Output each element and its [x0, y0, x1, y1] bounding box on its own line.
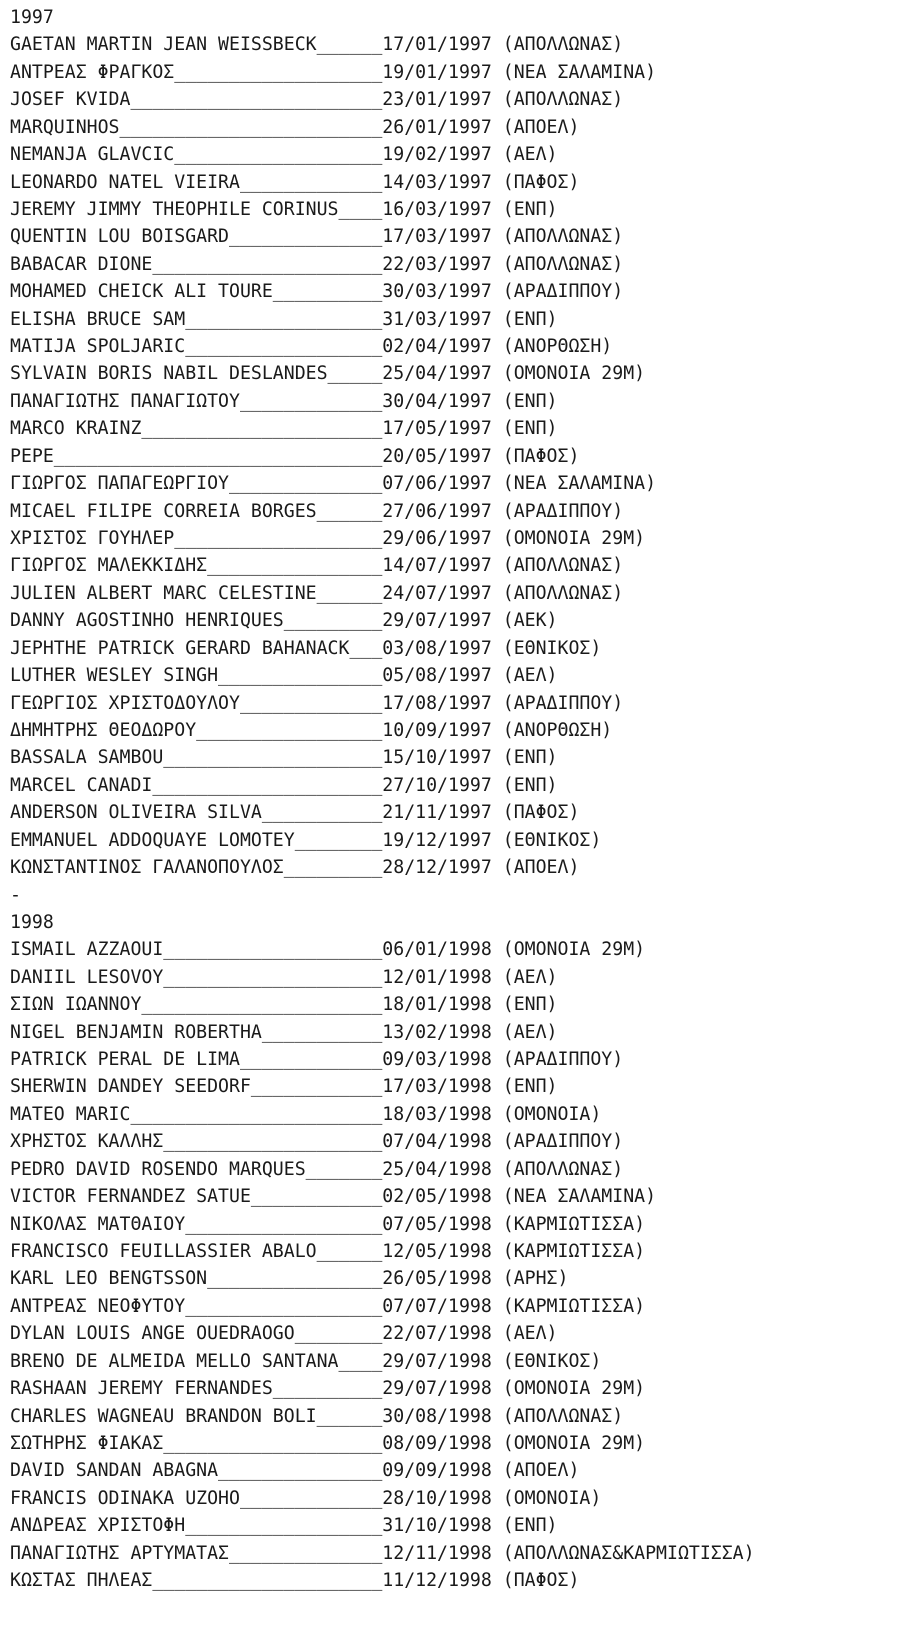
player-entry: DANIIL LESOVOY____________________12/01/1998 (ΑΕΛ): [10, 966, 558, 988]
player-entry: ΠΑΝΑΓΙΩΤΗΣ ΑΡΤΥΜΑΤΑΣ______________12/11/1998 (ΑΠΟΛΛΩΝΑΣ&ΚΑΡΜΙΩΤΙΣΣΑ): [10, 1542, 755, 1564]
player-entry: SHERWIN DANDEY SEEDORF____________17/03/1998 (ΕΝΠ): [10, 1076, 558, 1098]
player-entry: VICTOR FERNANDEZ SATUE____________02/05/1998 (ΝΕΑ ΣΑΛΑΜΙΝΑ): [10, 1186, 657, 1208]
player-entry: ΓΕΩΡΓΙΟΣ ΧΡΙΣΤΟΔΟΥΛΟΥ_____________17/08/1997 (ΑΡΑΔΙΠΠΟΥ): [10, 692, 624, 714]
player-entry: ISMAIL AZZAOUI____________________06/01/1998 (ΟΜΟΝΟΙΑ 29Μ): [10, 939, 646, 961]
player-entry: FRANCISCO FEUILLASSIER ABALO______12/05/1998 (ΚΑΡΜΙΩΤΙΣΣΑ): [10, 1240, 646, 1262]
player-entry: ΧΡΙΣΤΟΣ ΓΟΥΗΛΕΡ___________________29/06/1997 (ΟΜΟΝΟΙΑ 29Μ): [10, 528, 646, 550]
year-heading: 1997: [10, 7, 54, 28]
player-entry: ΑΝΤΡΕΑΣ ΦΡΑΓΚΟΣ___________________19/01/1997 (ΝΕΑ ΣΑΛΑΜΙΝΑ): [10, 61, 657, 83]
player-entry: JEPHTHE PATRICK GERARD BAHANACK___03/08/1997 (ΕΘΝΙΚΟΣ): [10, 637, 602, 659]
player-entry: ELISHA BRUCE SAM__________________31/03/1997 (ΕΝΠ): [10, 308, 558, 330]
player-entry: BASSALA SAMBOU____________________15/10/1997 (ΕΝΠ): [10, 747, 558, 769]
player-entry: NEMANJA GLAVCIC___________________19/02/1997 (ΑΕΛ): [10, 144, 558, 166]
player-entry: JULIEN ALBERT MARC CELESTINE______24/07/1997 (ΑΠΟΛΛΩΝΑΣ): [10, 582, 624, 604]
player-entry: GAETAN MARTIN JEAN WEISSBECK______17/01/1997 (ΑΠΟΛΛΩΝΑΣ): [10, 34, 624, 56]
player-entry: JEREMY JIMMY THEOPHILE CORINUS____16/03/1997 (ΕΝΠ): [10, 198, 558, 220]
player-entry: BRENO DE ALMEIDA MELLO SANTANA____29/07/1998 (ΕΘΝΙΚΟΣ): [10, 1350, 602, 1372]
player-entry: ANDERSON OLIVEIRA SILVA___________21/11/1997 (ΠΑΦΟΣ): [10, 802, 580, 824]
player-entry: JOSEF KVIDA_______________________23/01/1997 (ΑΠΟΛΛΩΝΑΣ): [10, 89, 624, 111]
player-entry: PEPE______________________________20/05/1997 (ΠΑΦΟΣ): [10, 445, 580, 467]
player-entry: DANNY AGOSTINHO HENRIQUES_________29/07/1997 (ΑΕΚ): [10, 610, 558, 632]
player-entry: KARL LEO BENGTSSON________________26/05/1998 (ΑΡΗΣ): [10, 1268, 569, 1290]
player-entry: FRANCIS ODINAKA UZOHO_____________28/10/1998 (ΟΜΟΝΟΙΑ): [10, 1487, 602, 1509]
player-entry: ΑΝΔΡΕΑΣ ΧΡΙΣΤΟΦΗ__________________31/10/1998 (ΕΝΠ): [10, 1515, 558, 1537]
player-entry: DAVID SANDAN ABAGNA_______________09/09/1998 (ΑΠΟΕΛ): [10, 1460, 580, 1482]
year-heading: 1998: [10, 911, 54, 933]
player-entry: ΝΙΚΟΛΑΣ ΜΑΤΘΑΙΟΥ__________________07/05/1998 (ΚΑΡΜΙΩΤΙΣΣΑ): [10, 1213, 646, 1235]
player-entry: ΚΩΣΤΑΣ ΠΗΛΕΑΣ_____________________11/12/1998 (ΠΑΦΟΣ): [10, 1570, 580, 1592]
player-entry: ΓΙΩΡΓΟΣ ΜΑΛΕΚΚΙΔΗΣ________________14/07/1997 (ΑΠΟΛΛΩΝΑΣ): [10, 555, 624, 577]
player-entry: QUENTIN LOU BOISGARD______________17/03/1997 (ΑΠΟΛΛΩΝΑΣ): [10, 226, 624, 248]
player-entry: PEDRO DAVID ROSENDO MARQUES_______25/04/1998 (ΑΠΟΛΛΩΝΑΣ): [10, 1158, 624, 1180]
player-entry: PATRICK PERAL DE LIMA_____________09/03/1998 (ΑΡΑΔΙΠΠΟΥ): [10, 1049, 624, 1071]
player-entry: DYLAN LOUIS ANGE OUEDRAOGO________22/07/1998 (ΑΕΛ): [10, 1323, 558, 1345]
player-entry: MOHAMED CHEICK ALI TOURE__________30/03/1997 (ΑΡΑΔΙΠΠΟΥ): [10, 281, 624, 303]
player-entry: BABACAR DIONE_____________________22/03/1997 (ΑΠΟΛΛΩΝΑΣ): [10, 253, 624, 275]
player-entry: ΑΝΤΡΕΑΣ ΝΕΟΦΥΤΟΥ__________________07/07/1998 (ΚΑΡΜΙΩΤΙΣΣΑ): [10, 1295, 646, 1317]
player-entry: MATIJA SPOLJARIC__________________02/04/1997 (ΑΝΟΡΘΩΣΗ): [10, 336, 613, 358]
player-entry: RASHAAN JEREMY FERNANDES__________29/07/1998 (ΟΜΟΝΟΙΑ 29Μ): [10, 1378, 646, 1400]
player-entry: MICAEL FILIPE CORREIA BORGES______27/06/1997 (ΑΡΑΔΙΠΠΟΥ): [10, 500, 624, 522]
player-entry: LEONARDO NATEL VIEIRA_____________14/03/1997 (ΠΑΦΟΣ): [10, 171, 580, 193]
player-entry: EMMANUEL ADDOQUAYE LOMOTEY________19/12/1997 (ΕΘΝΙΚΟΣ): [10, 829, 602, 851]
player-entry: ΣΩΤΗΡΗΣ ΦΙΑΚΑΣ____________________08/09/1998 (ΟΜΟΝΟΙΑ 29Μ): [10, 1432, 646, 1454]
section-separator: -: [10, 884, 21, 906]
player-entry: MARCEL CANADI_____________________27/10/1997 (ΕΝΠ): [10, 774, 558, 796]
player-entry: SYLVAIN BORIS NABIL DESLANDES_____25/04/1997 (ΟΜΟΝΟΙΑ 29Μ): [10, 363, 646, 385]
player-entry: CHARLES WAGNEAU BRANDON BOLI______30/08/1998 (ΑΠΟΛΛΩΝΑΣ): [10, 1405, 624, 1427]
player-entry: MATEO MARIC_______________________18/03/1998 (ΟΜΟΝΟΙΑ): [10, 1103, 602, 1125]
player-entry: MARQUINHOS________________________26/01/1997 (ΑΠΟΕΛ): [10, 116, 580, 138]
player-entry: ΚΩΝΣΤΑΝΤΙΝΟΣ ΓΑΛΑΝΟΠΟΥΛΟΣ_________28/12/1997 (ΑΠΟΕΛ): [10, 857, 580, 879]
player-entry: NIGEL BENJAMIN ROBERTHA___________13/02/1998 (ΑΕΛ): [10, 1021, 558, 1043]
player-entry: ΓΙΩΡΓΟΣ ΠΑΠΑΓΕΩΡΓΙΟΥ______________07/06/1997 (ΝΕΑ ΣΑΛΑΜΙΝΑ): [10, 473, 657, 495]
player-entry: ΧΡΗΣΤΟΣ ΚΑΛΛΗΣ____________________07/04/1998 (ΑΡΑΔΙΠΠΟΥ): [10, 1131, 624, 1153]
player-birthdate-list: [10, 4, 895, 1594]
player-entry: ΠΑΝΑΓΙΩΤΗΣ ΠΑΝΑΓΙΩΤΟΥ_____________30/04/1997 (ΕΝΠ): [10, 390, 558, 412]
player-entry: ΔΗΜΗΤΡΗΣ ΘΕΟΔΩΡΟΥ_________________10/09/1997 (ΑΝΟΡΘΩΣΗ): [10, 719, 613, 741]
player-entry: MARCO KRAINZ______________________17/05/1997 (ΕΝΠ): [10, 418, 558, 440]
player-entry: LUTHER WESLEY SINGH_______________05/08/1997 (ΑΕΛ): [10, 665, 558, 687]
player-entry: ΣΙΩΝ ΙΩΑΝΝΟΥ______________________18/01/1998 (ΕΝΠ): [10, 994, 558, 1016]
